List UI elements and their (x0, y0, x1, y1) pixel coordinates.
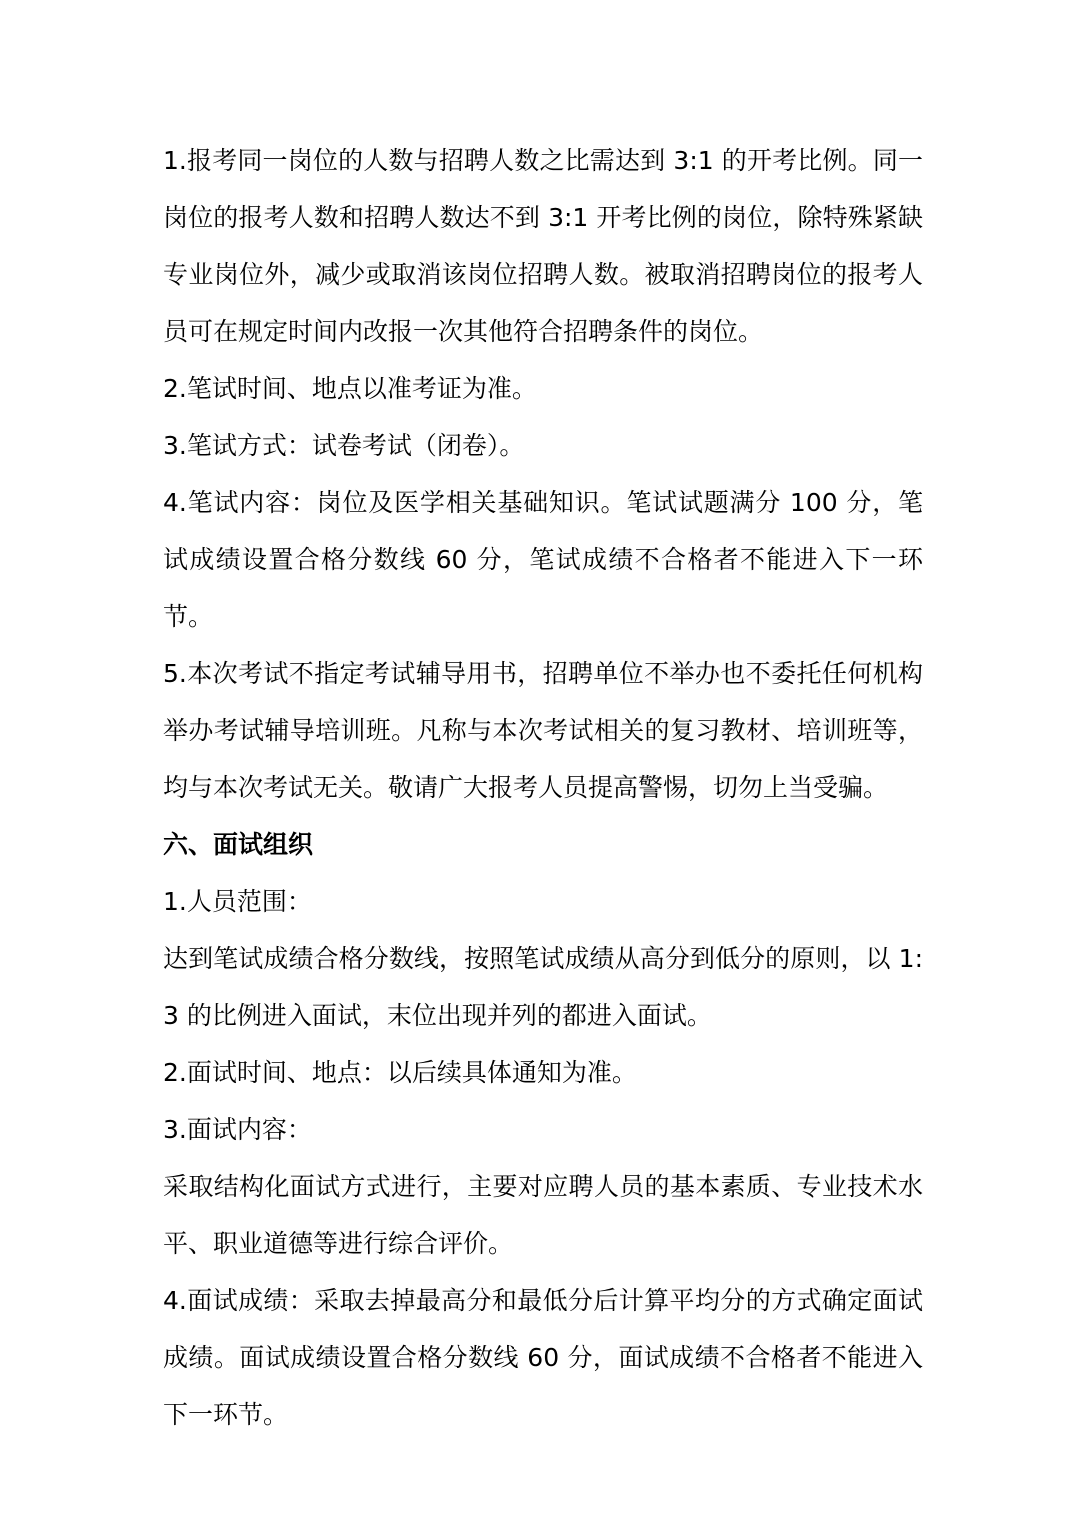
interview-item-1-title: 1.人员范围： (163, 887, 312, 916)
interview-section-heading: 六、面试组织 (163, 830, 314, 859)
document-page (163, 132, 923, 1443)
interview-item-1-body: 达到笔试成绩合格分数线，按照笔试成绩从高分到低分的原则，以 1:3 的比例进入面试，末位出现并列的都进入面试。 (163, 944, 923, 1030)
written-exam-item-2: 2.笔试时间、地点以准考证为准。 (163, 374, 537, 403)
interview-item-2: 2.面试时间、地点：以后续具体通知为准。 (163, 1058, 637, 1087)
interview-item-4: 4.面试成绩：采取去掉最高分和最低分后计算平均分的方式确定面试成绩。面试成绩设置合格分数线 60 分，面试成绩不合格者不能进入下一环节。 (163, 1286, 923, 1429)
written-exam-item-1: 1.报考同一岗位的人数与招聘人数之比需达到 3:1 的开考比例。同一岗位的报考人数和招聘人数达不到 3:1 开考比例的岗位，除特殊紧缺专业岗位外，减少或取消该岗位招聘人数。被取消招聘岗位的报考人员可在规定时间内改报一次其他符合招聘条件的岗位。 (163, 146, 923, 346)
interview-item-3-title: 3.面试内容： (163, 1115, 312, 1144)
interview-item-3-body: 采取结构化面试方式进行，主要对应聘人员的基本素质、专业技术水平、职业道德等进行综合评价。 (163, 1172, 923, 1258)
written-exam-item-3: 3.笔试方式：试卷考试（闭卷）。 (163, 431, 525, 460)
written-exam-item-5: 5.本次考试不指定考试辅导用书，招聘单位不举办也不委托任何机构举办考试辅导培训班。凡称与本次考试相关的复习教材、培训班等，均与本次考试无关。敬请广大报考人员提高警惕，切勿上当受骗。 (163, 659, 923, 802)
written-exam-item-4: 4.笔试内容：岗位及医学相关基础知识。笔试试题满分 100 分，笔试成绩设置合格分数线 60 分，笔试成绩不合格者不能进入下一环节。 (163, 488, 923, 631)
